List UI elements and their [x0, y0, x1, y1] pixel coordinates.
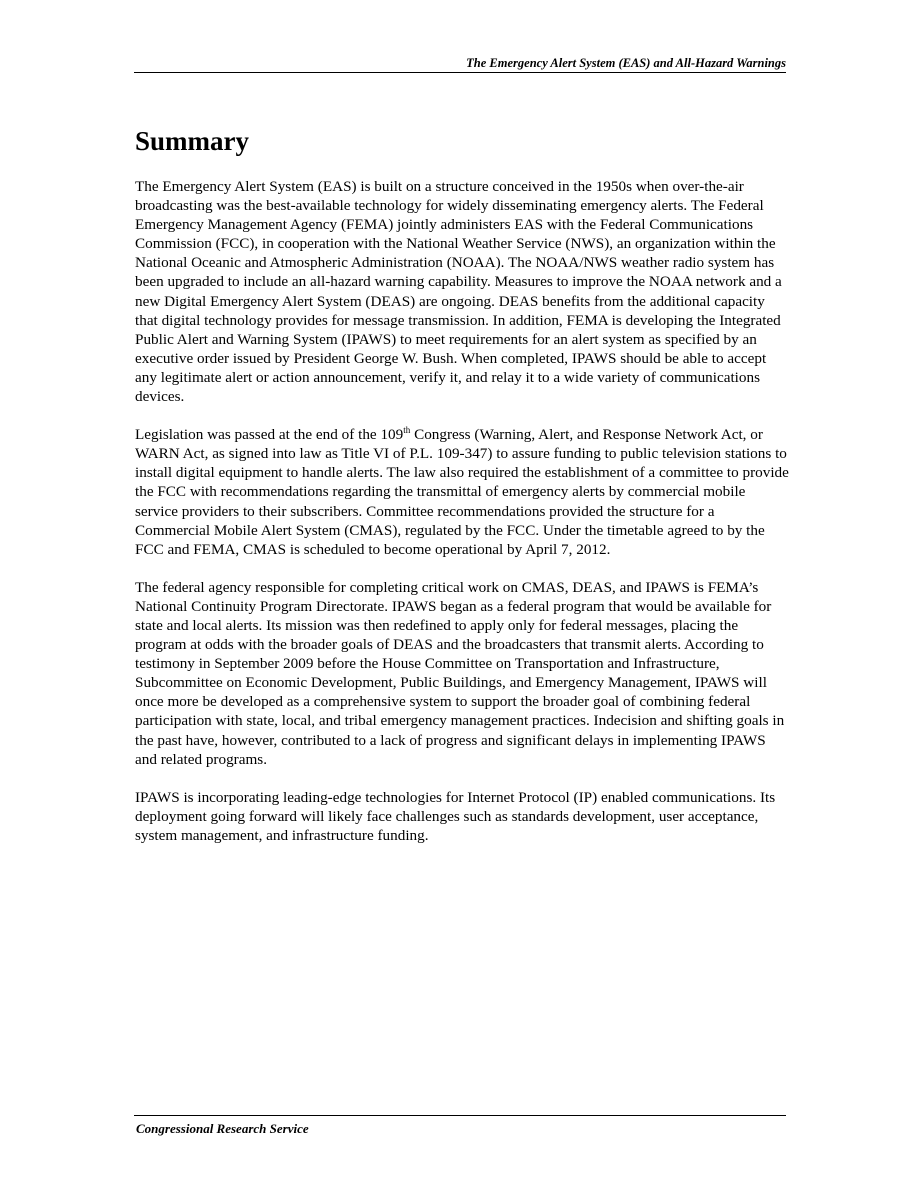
running-header-title: The Emergency Alert System (EAS) and All-Hazard Warnings — [466, 56, 786, 70]
ordinal-superscript: th — [403, 425, 411, 436]
paragraph-2-text-end: Congress (Warning, Alert, and Response Network Act, or WARN Act, as signed into law as Title VI of P.L. 109-347) to assure funding to public television stations to install digital equipment to handle alerts. The law also required the establishment of a committee to provide the FCC with recommendations regarding the transmittal of emergency alerts by commercial mobile service providers to their subscribers. Committee recommendations provided the structure for a Commercial Mobile Alert System (CMAS), regulated by the FCC. Under the timetable agreed to by the FCC and FEMA, CMAS is scheduled to become operational by April 7, 2012. — [135, 426, 789, 558]
footer-divider — [134, 1115, 786, 1116]
running-footer-publisher: Congressional Research Service — [136, 1121, 309, 1136]
paragraph-2-text-start: Legislation was passed at the end of the 109 — [135, 426, 404, 444]
summary-paragraph-2 — [135, 425, 789, 559]
summary-paragraph-3: The federal agency responsible for completing critical work on CMAS, DEAS, and IPAWS is FEMA’s National Continuity Program Directorate. IPAWS began as a federal program that would be available for state and local alerts. Its mission was then redefined to apply only for federal messages, placing the program at odds with the broader goals of DEAS and the broadcasters that transmit alerts. According to testimony in September 2009 before the House Committee on Transportation and Infrastructure, Subcommittee on Economic Development, Public Buildings, and Emergency Management, IPAWS will once more be developed as a comprehensive system to support the broader goal of combining federal participation with state, local, and tribal emergency management practices. Indecision and shifting goals in the past have, however, contributed to a lack of progress and significant delays in implementing IPAWS and related programs. — [135, 578, 785, 768]
header-divider — [134, 72, 786, 73]
page-title: Summary — [135, 126, 249, 156]
summary-body — [135, 177, 789, 845]
summary-paragraph-1: The Emergency Alert System (EAS) is built on a structure conceived in the 1950s when over-the-air broadcasting was the best-available technology for widely disseminating emergency alerts. The Federal Emergency Management Agency (FEMA) jointly administers EAS with the Federal Communications Commission (FCC), in cooperation with the National Weather Service (NWS), an organization within the National Oceanic and Atmospheric Administration (NOAA). The NOAA/NWS weather radio system has been upgraded to include an all-hazard warning capability. Measures to improve the NOAA network and a new Digital Emergency Alert System (DEAS) are ongoing. DEAS benefits from the additional capacity that digital technology provides for message transmission. In addition, FEMA is developing the Integrated Public Alert and Warning System (IPAWS) to meet requirements for an alert system as specified by an executive order issued by President George W. Bush. When completed, IPAWS should be able to accept any legitimate alert or action announcement, verify it, and relay it to a wide variety of communications devices. — [135, 178, 782, 406]
summary-paragraph-4: IPAWS is incorporating leading-edge technologies for Internet Protocol (IP) enabled communications. Its deployment going forward will likely face challenges such as standards development, user acceptance, system management, and infrastructure funding. — [135, 788, 776, 844]
